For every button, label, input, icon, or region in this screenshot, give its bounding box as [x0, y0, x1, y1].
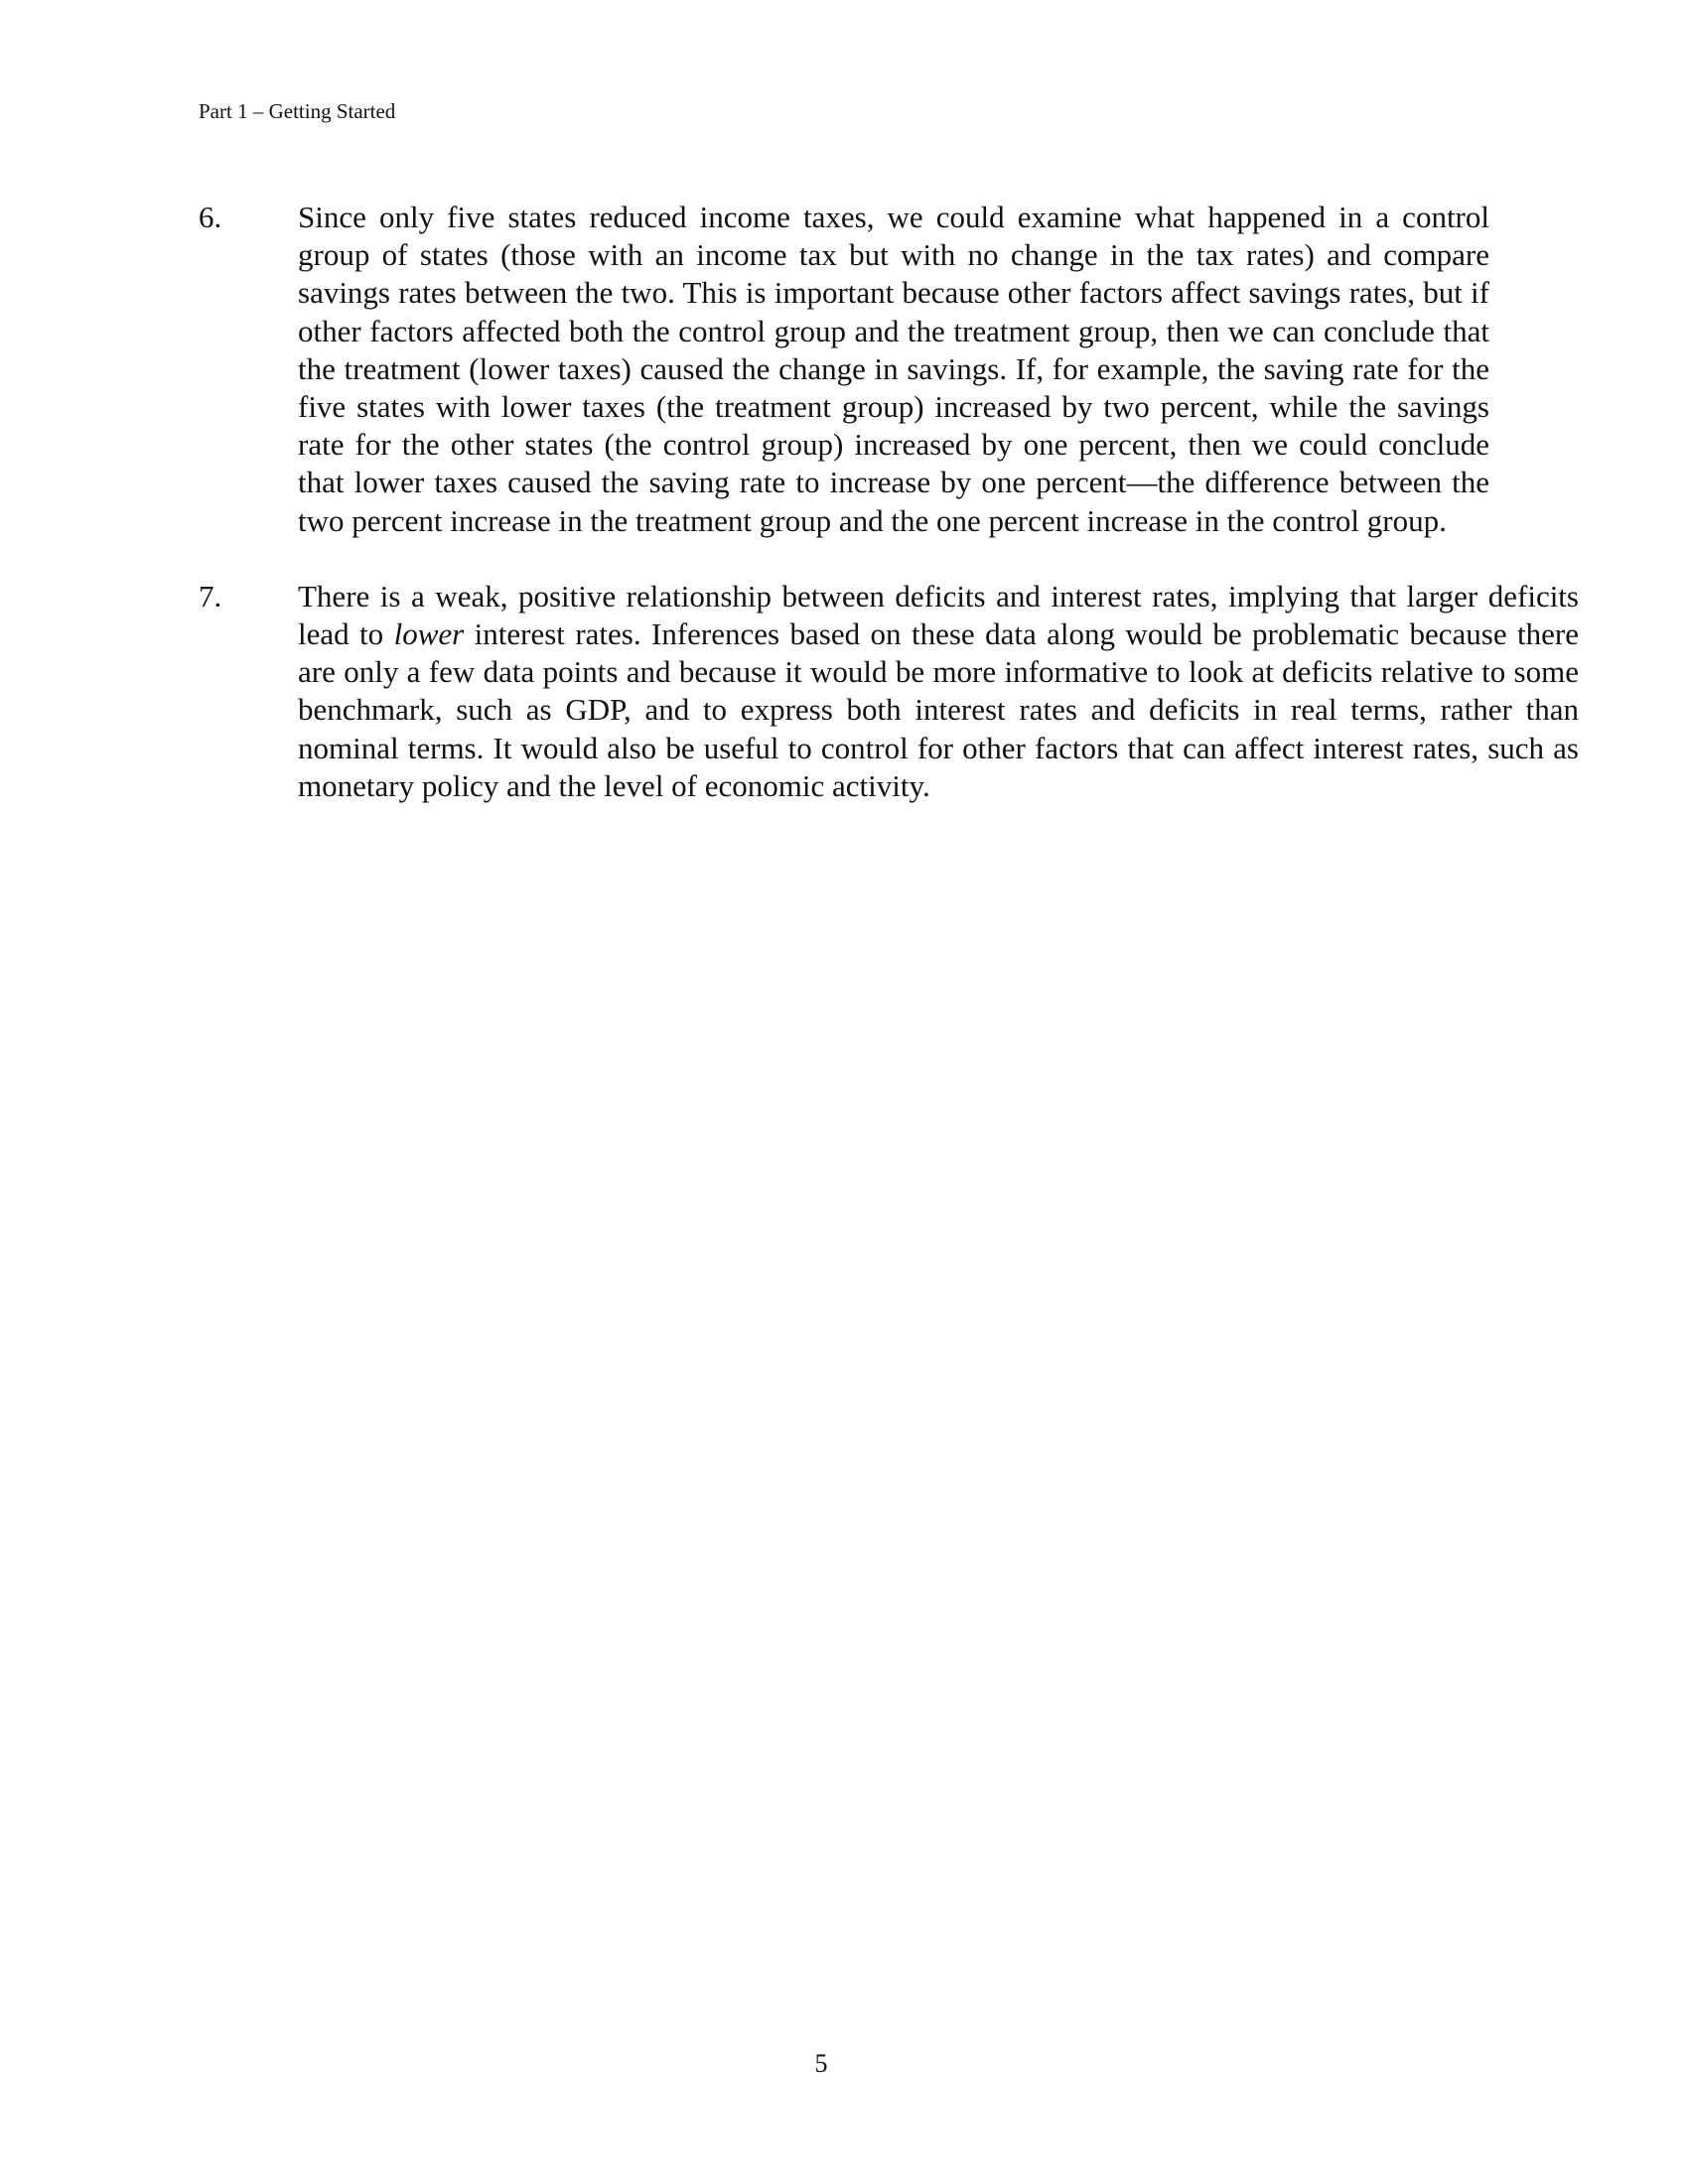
answer-number: 6. — [199, 200, 222, 234]
answer-item-7 — [199, 578, 1579, 805]
answer-text: Since only five states reduced income taxes, we could examine what happened in a control group of states (those with an income tax but with no change in the tax rates) and compare savings rates between the two. This is important because other factors affect savings rates, but if other factors affected both the control group and the treatment group, then we can conclude that the treatment (lower taxes) caused the change in savings. If, for example, the saving rate for the five states with lower taxes (the treatment group) increased by two percent, while the savings rate for the other states (the control group) increased by one percent, then we could conclude that lower taxes caused the saving rate to increase by one percent—the difference between the two percent increase in the treatment group and the one percent increase in the control group. — [298, 200, 1489, 538]
emphasized-word: lower — [393, 616, 465, 652]
answer-number: 7. — [199, 578, 222, 614]
answer-list — [199, 199, 1580, 843]
page-number: 5 — [814, 2049, 828, 2078]
answer-text — [298, 578, 1579, 805]
answer-text-part: There is a weak, positive relationship between deficits and interest rates, implying that larger deficits lead to — [298, 578, 1579, 652]
answer-item-6 — [199, 199, 1489, 540]
running-header: Part 1 – Getting Started — [199, 99, 396, 123]
answer-text-part: interest rates. Inferences based on these data along would be problematic because there are only a few data points and because it would be more informative to look at deficits relative to some benchmark, such as GDP, and to express both interest rates and deficits in real terms, rather than nominal terms. It would also be useful to control for other factors that can affect interest rates, such as monetary policy and the level of economic activity. — [298, 616, 1580, 803]
